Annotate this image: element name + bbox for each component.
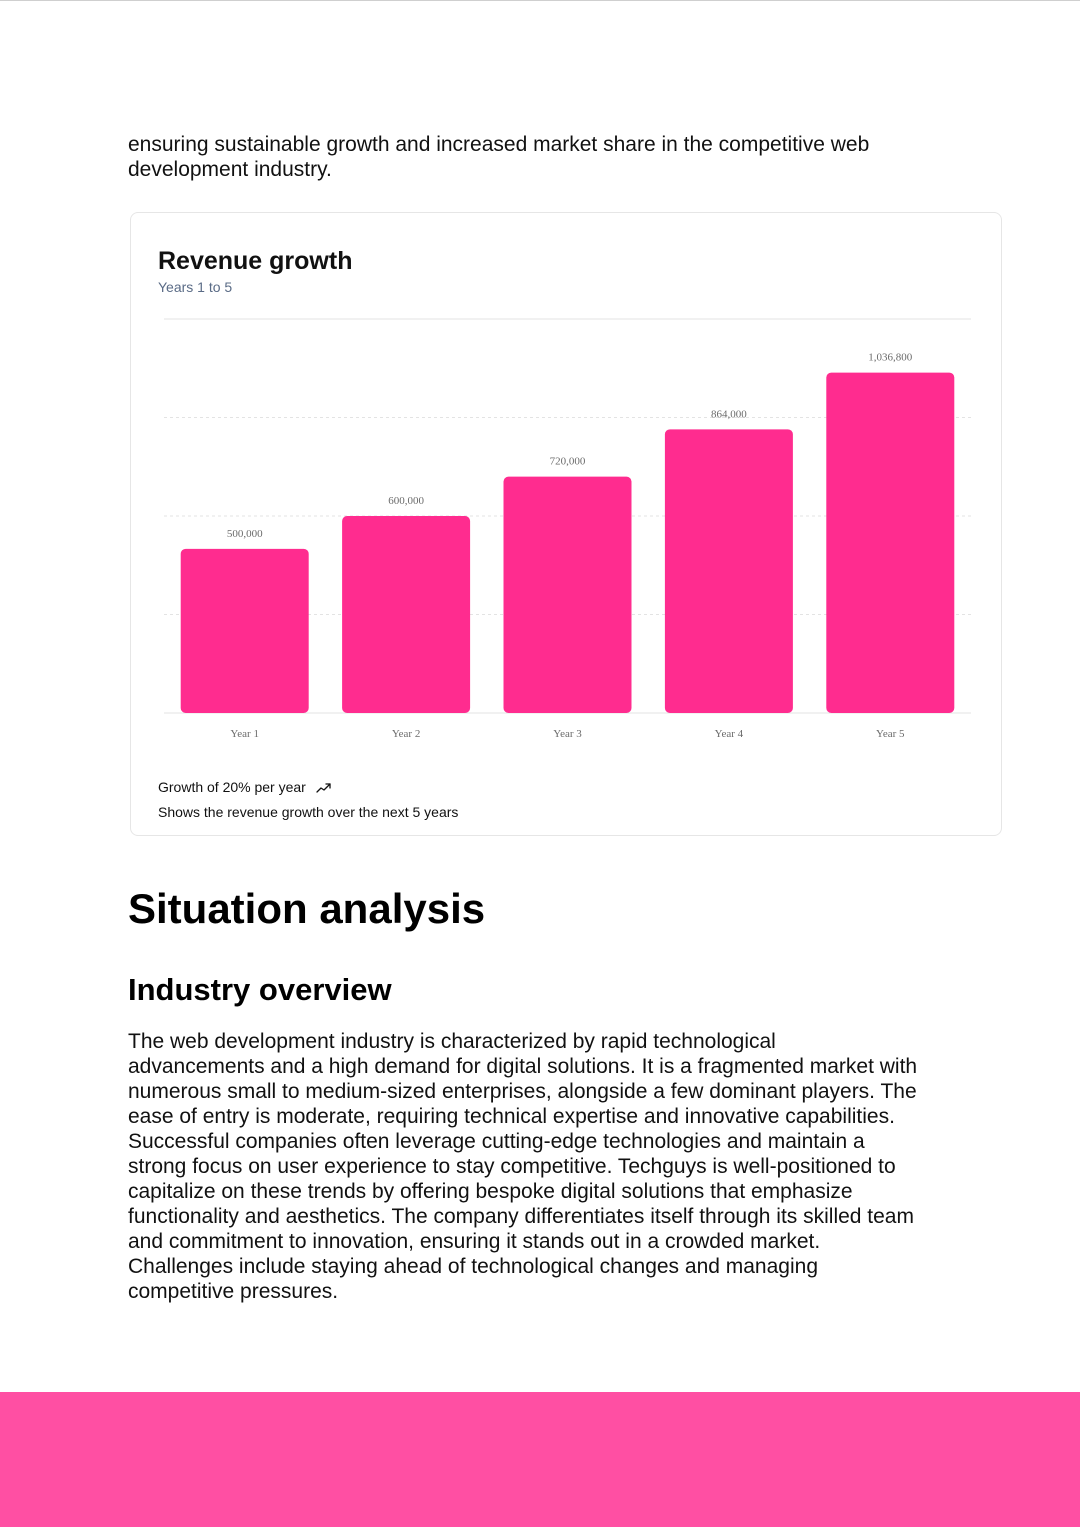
- chart-subtitle: Years 1 to 5: [158, 279, 233, 295]
- x-tick-label: Year 2: [391, 728, 421, 740]
- footer-band: [0, 1392, 1080, 1527]
- body-line: ease of entry is moderate, requiring technical expertise and innovative capabilities.: [128, 1105, 895, 1128]
- bar-year-5: [826, 373, 954, 713]
- top-divider: [0, 0, 1080, 1]
- body-line: numerous small to medium-sized enterprises, alongside a few dominant players. The: [128, 1080, 917, 1103]
- intro-line: development industry.: [128, 158, 332, 181]
- x-tick-label: Year 3: [553, 728, 582, 740]
- intro-paragraph: [128, 132, 948, 182]
- bar-year-4: [665, 429, 793, 713]
- body-line: competitive pressures.: [128, 1280, 339, 1303]
- x-tick-label: Year 4: [714, 728, 744, 740]
- bar-year-1: [181, 549, 309, 713]
- body-line: The web development industry is characterized by rapid technological: [128, 1030, 776, 1053]
- body-line: strong focus on user experience to stay competitive. Techguys is well-positioned to: [128, 1155, 896, 1178]
- bar-year-2: [342, 516, 470, 713]
- body-line: Successful companies often leverage cutting-edge technologies and maintain a: [128, 1130, 865, 1153]
- x-tick-label: Year 1: [230, 728, 259, 740]
- body-line: Challenges include staying ahead of technological changes and managing: [128, 1255, 818, 1278]
- growth-caption: Growth of 20% per year: [158, 779, 306, 795]
- bar-year-3: [504, 477, 632, 713]
- bar-value-label: 1,036,800: [868, 351, 913, 364]
- section-heading: Situation analysis: [128, 885, 486, 932]
- industry-overview-paragraph: [128, 1029, 958, 1304]
- bar-value-label: 600,000: [388, 495, 424, 507]
- chart-title: Revenue growth: [158, 247, 353, 275]
- x-tick-label: Year 5: [876, 728, 905, 740]
- trending-up-icon: [316, 781, 332, 793]
- bar-value-label: 720,000: [549, 455, 586, 468]
- revenue-bar-chart: [131, 213, 1001, 773]
- intro-line: ensuring sustainable growth and increased market share in the competitive web: [128, 133, 870, 156]
- bar-value-label: 500,000: [226, 527, 263, 540]
- chart-footer-description: Shows the revenue growth over the next 5 years: [158, 804, 459, 820]
- body-line: advancements and a high demand for digital solutions. It is a fragmented market with: [128, 1055, 918, 1078]
- chart-footer-growth: [158, 779, 332, 795]
- bar-value-label: 864,000: [711, 408, 747, 421]
- section-subheading: Industry overview: [128, 972, 392, 1007]
- body-line: capitalize on these trends by offering bespoke digital solutions that emphasize: [128, 1180, 853, 1203]
- body-line: and commitment to innovation, ensuring it stands out in a crowded market.: [128, 1230, 821, 1253]
- body-line: functionality and aesthetics. The company differentiates itself through its skilled team: [128, 1205, 914, 1228]
- revenue-growth-card: [130, 212, 1002, 836]
